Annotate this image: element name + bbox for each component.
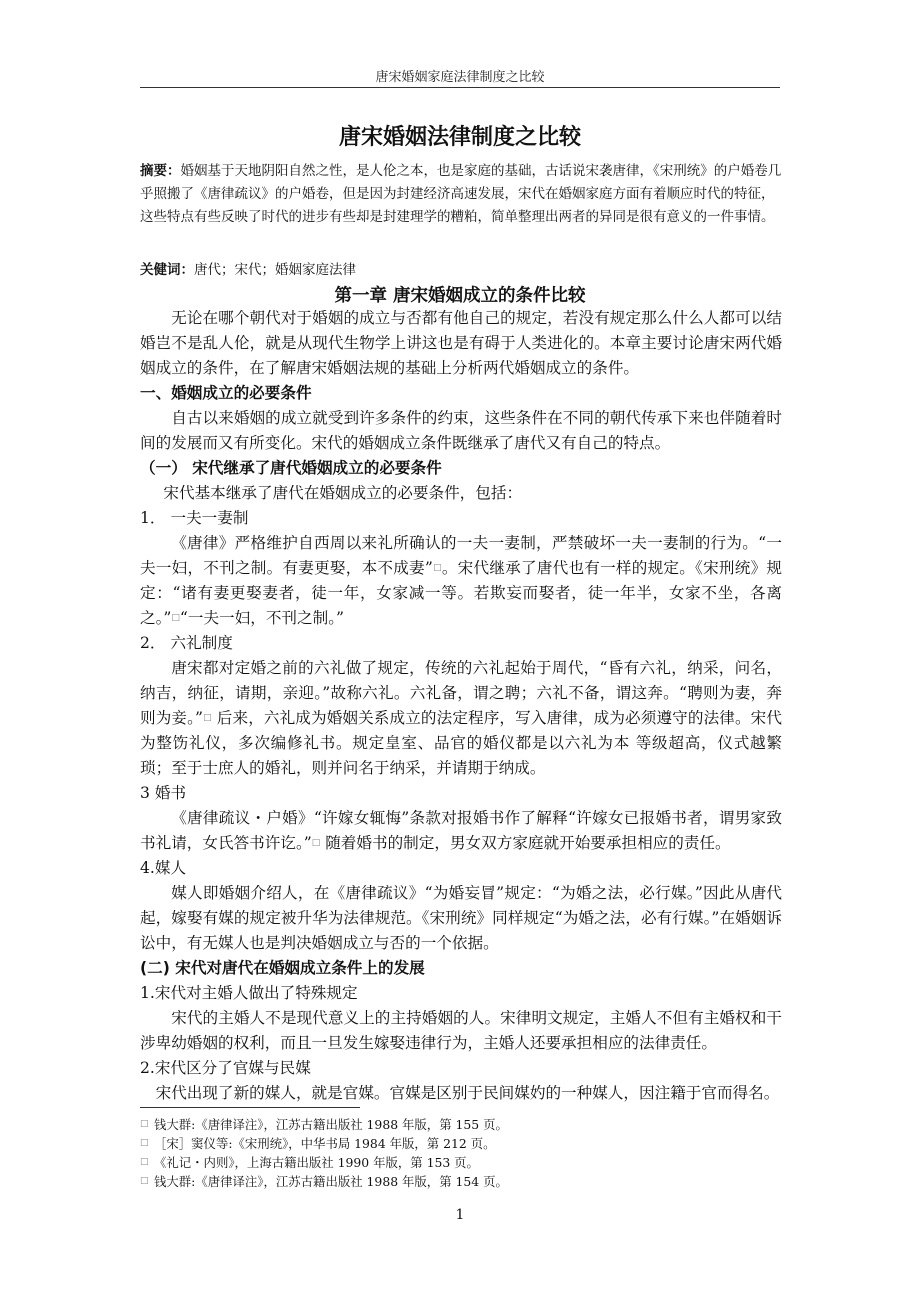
subsection-intro: 宋代基本继承了唐代在婚姻成立的必要条件，包括： (163, 484, 523, 502)
keywords-label: 关健词： (140, 262, 194, 278)
abstract-text: 婚姻基于天地阴阳自然之性，是人伦之本，也是家庭的基础，古话说宋袭唐律，《宋刑统》的户婚卷几乎照搬了《唐律疏议》的户婚卷，但是因为封建经济高速发展，宋代在婚姻家庭方面有着顺应时代的特征，这些特点有些反映了时代的进步有些却是封建理学的糟粕，简单整理出两者的异同是很有意义的一件事情。 (140, 163, 782, 225)
keywords (140, 259, 782, 282)
footnote-mark: □ (140, 1138, 149, 1148)
footnote: □ ［宋］窦仪等:《宋刑统》，中华书局 1984 年版，第 212 页。 (140, 1136, 496, 1151)
chapter-intro: 无论在哪个朝代对于婚姻的成立与否都有他自己的规定，若没有规定那么什么人都可以结婚岂不是乱人伦，就是从现代生物学上讲这也是有碍于人类进化的。本章主要讨论唐宋两代婚姻成立的条件，在了解唐宋婚姻法规的基础上分析两代婚姻成立的条件。 (140, 309, 782, 377)
footnote-mark: □ (140, 1157, 149, 1167)
abstract-label: 摘要： (140, 163, 181, 179)
footnote: □ 钱大群:《唐律译注》，江苏古籍出版社 1988 年版，第 155 页。 (140, 1117, 508, 1132)
chapter-heading: 第一章 唐宋婚姻成立的条件比较 (334, 286, 586, 306)
body-text (140, 306, 782, 1106)
section-heading: 一、婚姻成立的必要条件 (140, 384, 312, 402)
item-text-1: 《唐律》严格维护自西周以来礼所确认的一夫一妻制，严禁破坏一夫一妻制的行为。“一夫一妇，不刊之制。有妻更娶，本不成妻”□。宋代继承了唐代也有一样的规定。《宋刑统》规定：“诸有妻更娶妻者，徒一年，女家减一等。若欺妄而娶者，徒一年半，女家不坐，各离之。”□“一夫一妇，不刊之制。” (140, 534, 782, 627)
subsection-heading-1: （一） 宋代继承了唐代婚姻成立的必要条件 (140, 459, 442, 477)
page-number: 1 (455, 1207, 465, 1223)
footnote: □ 《礼记・内则》，上海古籍出版社 1990 年版，第 153 页。 (140, 1155, 479, 1170)
item-title-3: 3 婚书 (140, 784, 187, 802)
item-text-5: 宋代的主婚人不是现代意义上的主持婚姻的人。宋律明文规定，主婚人不但有主婚权和干涉卑幼婚姻的权利，而且一旦发生嫁娶违律行为，主婚人还要承担相应的法律责任。 (140, 1009, 782, 1052)
document-title: 唐宋婚姻法律制度之比较 (338, 125, 581, 150)
item-text-3: 《唐律疏议・户婚》“许嫁女辄悔”条款对报婚书作了解释“许嫁女已报婚书者，谓男家致书礼请，女氏答书许讫。”□ 随着婚书的制定，男女双方家庭就开始要承担相应的责任。 (140, 809, 782, 852)
item-text-4: 媒人即婚姻介绍人，在《唐律疏议》“为婚妄冒”规定：“为婚之法，必行媒。”因此从唐代起，嫁娶有媒的规定被升华为法律规范。《宋刑统》同样规定“为婚之法，必有行媒。”在婚姻诉讼中，有无媒人也是判决婚姻成立与否的一个依据。 (140, 884, 782, 952)
item-title-5: 1.宋代对主婚人做出了特殊规定 (140, 984, 358, 1002)
item-title-2: 2． 六礼制度 (140, 634, 233, 652)
item-text-2: 唐宋都对定婚之前的六礼做了规定，传统的六礼起始于周代，“昏有六礼，纳采，问名，纳吉，纳征，请期，亲迎。”故称六礼。六礼备，谓之聘；六礼不备，谓这奔。“聘则为妻，奔则为妾。”□ 后来，六礼成为婚姻关系成立的法定程序，写入唐律，成为必须遵守的法律。宋代为整饬礼仪，多次编修礼书。规定皇室、品官的婚仪都是以六礼为本 等级超高，仪式越繁琐；至于士庶人的婚礼，则并问名于纳采，并请期于纳成。 (140, 659, 782, 777)
item-title-6: 2.宋代区分了官媒与民媒 (140, 1059, 311, 1077)
subsection-heading-2: (二) 宋代对唐代在婚姻成立条件上的发展 (140, 959, 425, 977)
footnote-ref: □ (311, 838, 321, 848)
footnote-ref: □ (202, 713, 212, 723)
footnotes (140, 1115, 780, 1191)
item-title-4: 4.媒人 (140, 859, 187, 877)
footnote-ref: □ (171, 613, 180, 623)
header-rule (140, 87, 780, 88)
footnote-mark: □ (140, 1119, 149, 1129)
footnote-ref: □ (432, 563, 442, 573)
running-header: 唐宋婚姻家庭法律制度之比较 (375, 70, 545, 85)
section-intro: 自古以来婚姻的成立就受到许多条件的约束，这些条件在不同的朝代传承下来也伴随着时间的发展而又有所变化。宋代的婚姻成立条件既继承了唐代又有自己的特点。 (140, 409, 782, 452)
footnote: □ 钱大群:《唐律译注》，江苏古籍出版社 1988 年版，第 154 页。 (140, 1174, 508, 1189)
item-title-1: 1． 一夫一妻制 (140, 509, 249, 527)
keywords-text: 唐代；宋代；婚姻家庭法律 (194, 262, 356, 278)
footnote-mark: □ (140, 1176, 149, 1186)
abstract (140, 160, 782, 229)
footnote-rule (140, 1107, 360, 1108)
item-text-6: 宋代出现了新的媒人，就是官媒。官媒是区别于民间媒妁的一种媒人，因注籍于官而得名。 (155, 1084, 780, 1102)
